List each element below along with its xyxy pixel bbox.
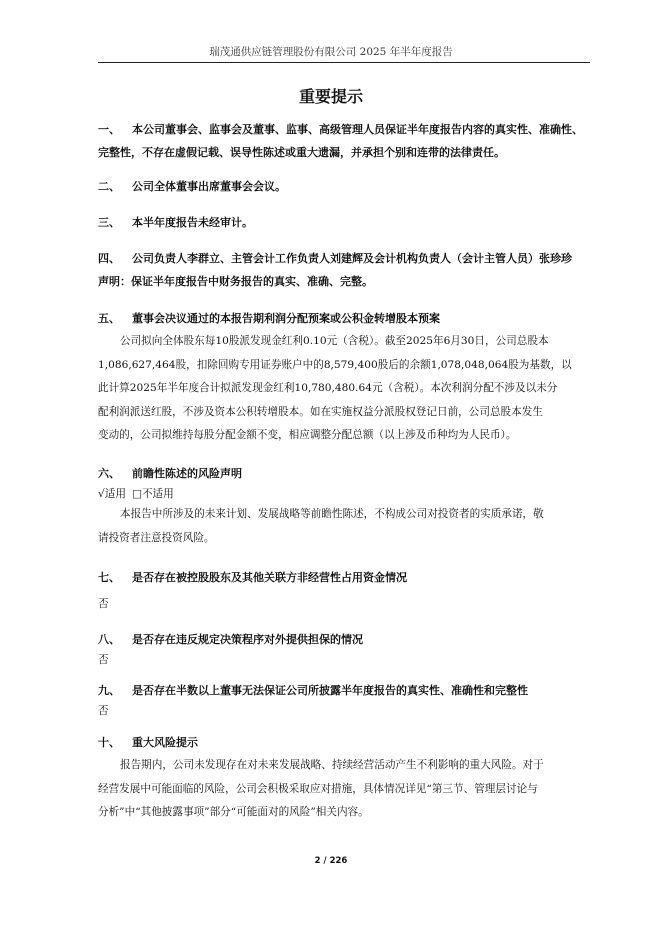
section-number: 二、 (98, 180, 120, 193)
section-8-text: 是否存在违反规定决策程序对外提供担保的情况 (132, 633, 363, 646)
section-number: 四、 (98, 252, 120, 265)
section-2-text: 公司全体董事出席董事会会议。 (132, 180, 286, 193)
section-4 (98, 247, 592, 293)
section-5-body-line: 此计算2025年半年度合计拟派发现金红利10,780,480.64元（含税）。本次利润分配不涉及以未分 (98, 382, 558, 394)
section-10-heading (98, 731, 592, 754)
section-5 (98, 307, 592, 448)
section-2-heading (98, 175, 592, 198)
section-5-body-line: 1,086,627,464股，扣除回购专用证券账户中的8,579,400股后的余额1,078,048,064股为基数，以 (98, 358, 572, 371)
header-divider (98, 62, 590, 63)
page-number: 2 / 226 (314, 856, 348, 866)
section-6-body-line: 请投资者注意投资风险。 (98, 531, 215, 544)
section-9 (98, 679, 592, 720)
section-5-text: 董事会决议通过的本报告期利润分配预案或公积金转增股本预案 (132, 312, 440, 325)
page-title: 重要提示 (298, 87, 363, 106)
not-applicable-label: 不适用 (141, 488, 174, 500)
applicable-label: 适用 (104, 488, 126, 500)
section-3-heading (98, 211, 592, 234)
section-number: 三、 (98, 216, 120, 229)
section-number: 十、 (98, 736, 120, 749)
section-1-heading (98, 118, 592, 141)
section-7-heading (98, 566, 592, 589)
section-number: 一、 (98, 123, 120, 136)
section-10-body-line: 报告期内，公司未发现存在对未来发展战略、持续经营活动产生不利影响的重大风险。对于 (120, 759, 544, 771)
section-7 (98, 566, 592, 617)
section-1 (98, 118, 592, 164)
section-6-heading (98, 462, 592, 485)
section-10-body-line: 经营发展中可能面临的风险，公司会积极采取应对措施，具体情况详见“第三节、管理层讨论与 (98, 782, 538, 795)
section-1-text-line1: 本公司董事会、监事会及董事、监事、高级管理人员保证半年度报告内容的真实性、准确性、 (132, 123, 583, 136)
section-number: 七、 (98, 571, 120, 584)
section-7-answer: 否 (98, 598, 109, 610)
section-2 (98, 175, 592, 198)
section-1-text-line2: 完整性，不存在虚假记载、误导性陈述或重大遗漏，并承担个别和连带的法律责任。 (98, 146, 505, 159)
section-6 (98, 462, 592, 550)
applicability-options (98, 485, 592, 503)
section-9-answer: 否 (98, 705, 109, 717)
section-number: 九、 (98, 684, 120, 697)
section-5-body-line: 变动的，公司拟维持每股分配金额不变，相应调整分配总额（以上涉及币种均为人民币）。 (98, 429, 517, 441)
empty-checkbox-icon: □ (131, 488, 142, 500)
section-5-body-line: 配利润派送红股，不涉及资本公积转增股本。如在实施权益分派股权登记日前，公司总股本发生 (98, 405, 543, 418)
section-5-body-line: 公司拟向全体股东每10股派发现金红利0.10元（含税）。截至2025年6月30日，公司总股本 (120, 335, 549, 347)
section-3-text: 本半年度报告未经审计。 (132, 216, 253, 229)
checkmark-icon: √ (98, 488, 105, 500)
section-9-heading (98, 679, 592, 702)
section-10-body-line: 分析”中“其他披露事项”部分“可能面对的风险”相关内容。 (98, 806, 369, 818)
page-header: 瑞茂通供应链管理股份有限公司 2025 年半年度报告 (209, 46, 453, 58)
section-4-text-line2: 声明：保证半年度报告中财务报告的真实、准确、完整。 (98, 275, 373, 288)
section-4-heading (98, 247, 592, 270)
section-8 (98, 628, 592, 669)
section-4-text-line1: 公司负责人李群立、主管会计工作负责人刘建辉及会计机构负责人（会计主管人员）张珍珍 (132, 252, 572, 265)
section-10 (98, 731, 592, 825)
section-number: 五、 (98, 312, 120, 325)
section-7-text: 是否存在被控股股东及其他关联方非经营性占用资金情况 (132, 571, 407, 584)
section-6-body-line: 本报告中所涉及的未来计划、发展战略等前瞻性陈述，不构成公司对投资者的实质承诺，敬 (120, 508, 544, 520)
section-8-heading (98, 628, 592, 651)
section-number: 八、 (98, 633, 120, 646)
section-8-answer: 否 (98, 654, 109, 666)
section-9-text: 是否存在半数以上董事无法保证公司所披露半年度报告的真实性、准确性和完整性 (132, 684, 528, 697)
section-6-text: 前瞻性陈述的风险声明 (132, 467, 242, 480)
section-10-text: 重大风险提示 (132, 736, 198, 749)
section-5-heading (98, 307, 592, 330)
section-3 (98, 211, 592, 234)
section-number: 六、 (98, 467, 120, 480)
